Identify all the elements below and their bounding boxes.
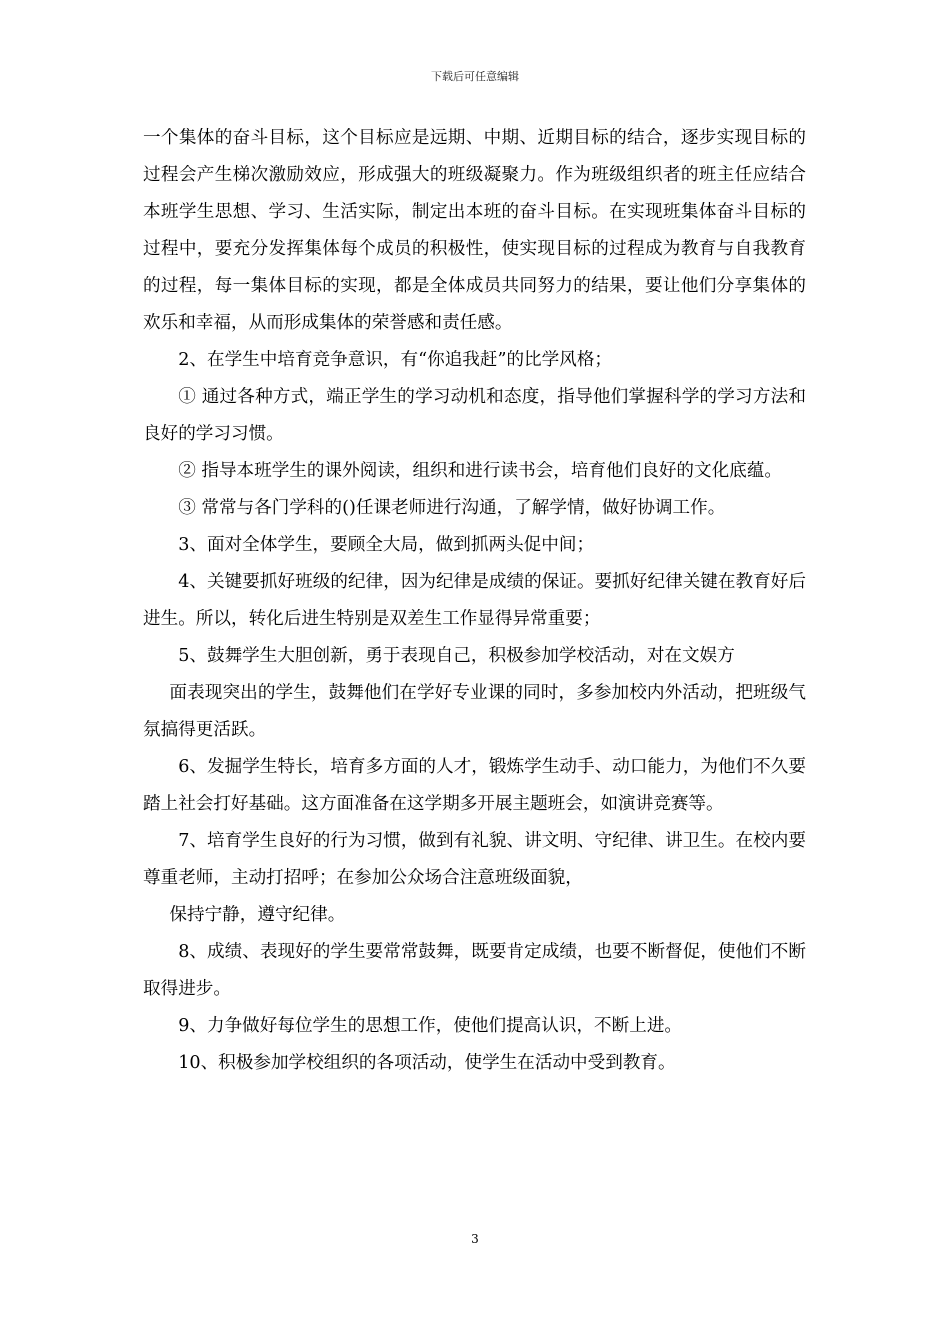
- paragraph-item-7-continued: 保持宁静，遵守纪律。: [169, 905, 346, 925]
- paragraph-subitem-2: ② 指导本班学生的课外阅读，组织和进行读书会，培育他们良好的文化底蕴。: [178, 461, 782, 481]
- paragraph-subitem-3: ③ 常常与各门学科的()任课老师进行沟通，了解学情，做好协调工作。: [178, 498, 726, 518]
- document-body: [143, 120, 806, 1082]
- paragraph-item-2: 2、在学生中培育竞争意识，有“你追我赶”的比学风格；: [178, 350, 613, 370]
- paragraph-subitem-1: ① 通过各种方式，端正学生的学习动机和态度，指导他们掌握科学的学习方法和良好的学习习惯。: [143, 387, 806, 444]
- paragraph-item-8: 8、成绩、表现好的学生要常常鼓舞，既要肯定成绩，也要不断督促，使他们不断取得进步。: [143, 942, 806, 999]
- paragraph-goal: 一个集体的奋斗目标，这个目标应是远期、中期、近期目标的结合，逐步实现目标的过程会产生梯次激励效应，形成强大的班级凝聚力。作为班级组织者的班主任应结合本班学生思想、学习、生活实际，制定出本班的奋斗目标。在实现班集体奋斗目标的过程中，要充分发挥集体每个成员的积极性，使实现目标的过程成为教育与自我教育的过程，每一集体目标的实现，都是全体成员共同努力的结果，要让他们分享集体的欢乐和幸福，从而形成集体的荣誉感和责任感。: [143, 128, 806, 333]
- paragraph-item-7: 7、培育学生良好的行为习惯，做到有礼貌、讲文明、守纪律、讲卫生。在校内要尊重老师，主动打招呼；在参加公众场合注意班级面貌，: [143, 831, 806, 888]
- page-number: 3: [471, 1232, 479, 1246]
- paragraph-item-5-continued: 面表现突出的学生，鼓舞他们在学好专业课的同时，多参加校内外活动，把班级气氛搞得更活跃。: [143, 683, 806, 740]
- paragraph-item-10: 10、积极参加学校组织的各项活动，使学生在活动中受到教育。: [178, 1053, 676, 1073]
- paragraph-item-9: 9、力争做好每位学生的思想工作，使他们提高认识，不断上进。: [178, 1016, 683, 1036]
- paragraph-item-4: 4、关键要抓好班级的纪律，因为纪律是成绩的保证。要抓好纪律关键在教育好后进生。所以，转化后进生特别是双差生工作显得异常重要；: [143, 572, 806, 629]
- page-header: 下载后可任意编辑: [431, 70, 519, 83]
- paragraph-item-6: 6、发掘学生特长，培育多方面的人才，锻炼学生动手、动口能力，为他们不久要踏上社会打好基础。这方面准备在这学期多开展主题班会，如演讲竞赛等。: [143, 757, 806, 814]
- paragraph-item-5: 5、鼓舞学生大胆创新，勇于表现自己，积极参加学校活动，对在文娱方: [178, 646, 735, 666]
- paragraph-item-3: 3、面对全体学生，要顾全大局，做到抓两头促中间；: [178, 535, 595, 555]
